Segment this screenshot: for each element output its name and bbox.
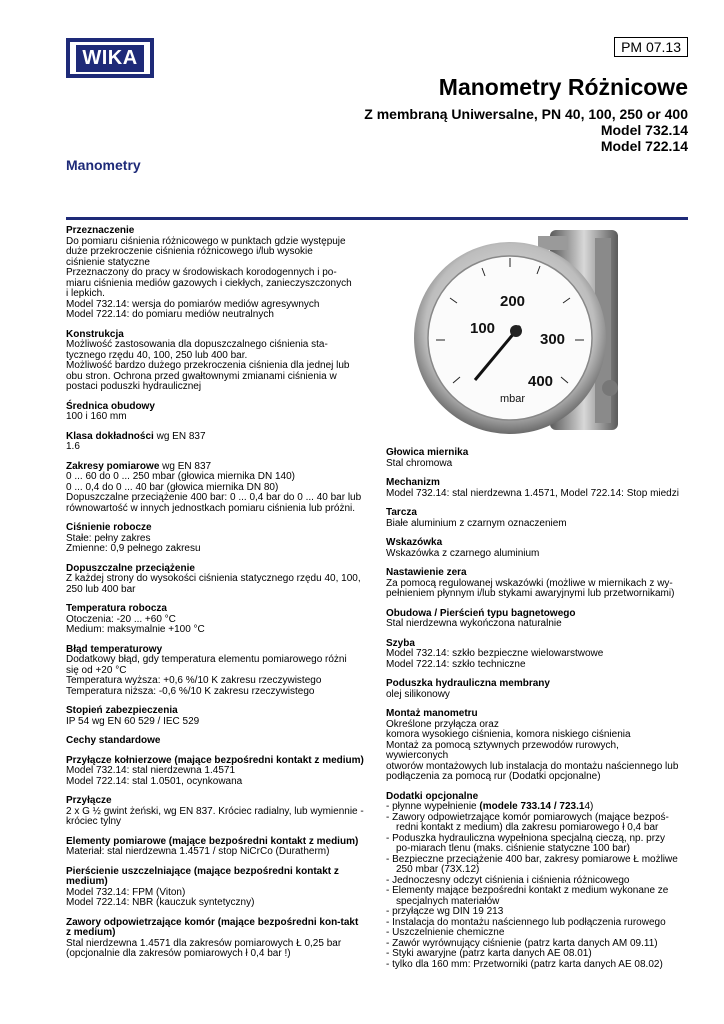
spec-block xyxy=(66,564,364,596)
spec-block xyxy=(386,679,682,700)
spec-heading xyxy=(386,709,682,720)
options-title: Dodatki opcjonalne xyxy=(386,790,479,802)
spec-body: Wskazówka z czarnego aluminium xyxy=(386,547,540,559)
option-item: - Zawory odpowietrzające komór pomiarowych (mające bezpoś-redni kontakt z medium) dla zakresu pomiarowego ł 0,4 bar xyxy=(386,811,669,833)
spec-block xyxy=(66,706,364,727)
spec-heading-text: Montaż manometru xyxy=(386,708,478,719)
logo-text: WIKA xyxy=(76,45,143,72)
spec-heading xyxy=(66,736,364,747)
option-item xyxy=(386,802,682,813)
spec-body: Białe aluminium z czarnym oznaczeniem xyxy=(386,517,567,529)
spec-block xyxy=(386,508,682,529)
option-item: - Instalacja do montażu naściennego lub podłączenia rurowego xyxy=(386,916,666,928)
spec-body: Stałe: pełny zakres Zmienne: 0,9 pełnego zakresu xyxy=(66,532,201,554)
option-model-text: (modele 733.14 / 723.1 xyxy=(479,801,585,812)
spec-block xyxy=(386,709,682,783)
pointer-hub xyxy=(510,325,522,337)
spec-body: 100 i 160 mm xyxy=(66,411,127,422)
spec-heading xyxy=(386,568,682,579)
options-list xyxy=(386,802,682,970)
spec-body: Model 732.14: stal nierdzewna 1.4571, Model 722.14: Stop miedzi xyxy=(386,487,679,499)
spec-body: Stal nierdzewna 1.4571 dla zakresów pomiarowych Ł 0,25 bar (opcjonalnie dla zakresów pomiarowych ł 0,4 bar !) xyxy=(66,937,342,959)
spec-heading-text: Błąd temperaturowy xyxy=(66,643,163,655)
spec-heading xyxy=(66,796,364,807)
spec-heading xyxy=(66,918,364,939)
spec-block xyxy=(66,736,364,747)
spec-block xyxy=(66,330,364,393)
spec-body: 2 x G ½ gwint żeński, wg EN 837. Króciec radialny, lub wymiennie - króciec tylny xyxy=(66,805,364,827)
right-column xyxy=(386,448,682,979)
spec-body: 1.6 xyxy=(66,441,80,452)
spec-heading-text: Szyba xyxy=(386,637,415,649)
spec-block xyxy=(66,604,364,636)
spec-body: Otoczenia: -20 ... +60 °C Medium: maksymalnie +100 °C xyxy=(66,613,205,635)
spec-body: olej silikonowy xyxy=(386,688,450,700)
spec-heading-text: Temperatura robocza xyxy=(66,603,167,614)
spec-block xyxy=(66,523,364,555)
spec-block xyxy=(66,918,364,960)
spec-heading-text: Głowica miernika xyxy=(386,447,469,458)
spec-heading-text: Dopuszczalne przeciążenie xyxy=(66,562,195,574)
right-spec-list xyxy=(386,448,682,783)
spec-block xyxy=(386,448,682,469)
option-text: 4) xyxy=(584,801,594,812)
spec-block xyxy=(66,226,364,321)
spec-heading-text: Poduszka hydrauliczna membrany xyxy=(386,678,550,689)
spec-body: Model 732.14: stal nierdzewna 1.4571 Model 722.14: stal 1.0501, ocynkowana xyxy=(66,765,243,787)
spec-block xyxy=(66,402,364,423)
option-item: - Elementy mające bezpośredni kontakt z medium wykonane ze specjalnych materiałów xyxy=(386,885,669,907)
spec-heading xyxy=(66,867,364,888)
spec-heading xyxy=(66,604,364,615)
spec-body: Model 732.14: FPM (Viton) Model 722.14: NBR (kauczuk syntetyczny) xyxy=(66,886,255,908)
spec-heading-text: Klasa dokładności xyxy=(66,430,154,442)
spec-heading-suffix: wg EN 837 xyxy=(153,430,206,442)
spec-heading xyxy=(66,432,364,443)
spec-body: Stal chromowa xyxy=(386,457,453,469)
spec-heading xyxy=(386,478,682,489)
document-code: PM 07.13 xyxy=(614,37,688,57)
spec-heading xyxy=(386,448,682,459)
spec-block xyxy=(386,538,682,559)
spec-heading-text: Zakresy pomiarowe xyxy=(66,460,160,472)
spec-body: Do pomiaru ciśnienia różnicowego w punktach gdzie występuje duże przekroczenie ciśnienia różnicowego i/lub wysokie ciśnienie statyczne Przeznaczony do pracy w środowiskach korodogennych i po- miaru ciśnienia mediów gazowych i ciekłych, zanieczyszczonych i lepkich. Model 732.14: wersja do pomiarów mediów agresywnych Model 722.14: do pomiaru mediów neutralnych xyxy=(66,235,352,320)
spec-block xyxy=(66,837,364,858)
option-item: - przyłącze wg DIN 19 213 xyxy=(386,906,504,917)
spec-block xyxy=(66,432,364,453)
spec-block xyxy=(66,796,364,828)
spec-heading xyxy=(386,679,682,690)
option-text: - płynne wypełnienie xyxy=(386,801,480,812)
page-title: Manometry Różnicowe xyxy=(438,74,688,100)
spec-block xyxy=(66,645,364,698)
spec-heading xyxy=(66,523,364,534)
spec-body: Z każdej strony do wysokości ciśnienia statycznego rzędu 40, 100, 250 lub 400 bar xyxy=(66,573,361,595)
spec-heading xyxy=(66,226,364,237)
subtitle-line: Model 722.14 xyxy=(600,138,688,154)
option-item: - tylko dla 160 mm: Przetworniki (patrz karta danych AE 08.02) xyxy=(386,958,663,970)
pressure-gauge-image xyxy=(400,228,640,434)
spec-block xyxy=(66,462,364,515)
option-item: - Zawór wyrównujący ciśnienie (patrz karta danych AM 09.11) xyxy=(386,937,658,949)
spec-heading-text: Przeznaczenie xyxy=(66,225,135,236)
spec-heading-text: Zawory odpowietrzające komór (mające bezpośredni kon-takt z medium) xyxy=(66,916,359,938)
dial-unit: mbar xyxy=(500,393,526,405)
spec-heading-text: Mechanizm xyxy=(386,477,440,488)
spec-heading-text: Ciśnienie robocze xyxy=(66,522,152,533)
left-column xyxy=(66,226,364,969)
spec-heading-text: Cechy standardowe xyxy=(66,735,161,746)
spec-body: 0 ... 60 do 0 ... 250 mbar (głowica miernika DN 140) 0 ... 0,4 do 0 ... 40 bar (głowica miernika DN 80) Dopuszczalne przeciążenie 400 bar: 0 ... 0,4 bar do 0 ... 40 bar lub równowartość w innych jednostkach pomiaru ciśnienia lub próżni. xyxy=(66,471,362,514)
spec-block xyxy=(66,867,364,909)
section-title: Manometry xyxy=(66,157,141,173)
options-block xyxy=(386,792,682,971)
spec-heading-suffix: wg EN 837 xyxy=(159,460,212,472)
spec-block xyxy=(66,756,364,788)
spec-heading-text: Średnica obudowy xyxy=(66,400,155,412)
scale-label-400: 400 xyxy=(528,373,554,390)
spec-body: Za pomocą regulowanej wskazówki (możliwe w miernikach z wy- pełnieniem płynnym i/lub stykami awaryjnymi lub przetwornikami) xyxy=(386,577,675,599)
spec-body: Stal nierdzewna wykończona naturalnie xyxy=(386,618,562,629)
option-item: - Bezpieczne przeciążenie 400 bar, zakresy pomiarowe Ł możliwe 250 mbar (73X.12) xyxy=(386,853,678,875)
scale-label-300: 300 xyxy=(540,331,566,348)
spec-heading-text: Tarcza xyxy=(386,507,417,518)
spec-body: Określone przyłącza oraz komora wysokiego ciśnienia, komora niskiego ciśnienia Montaż za pomocą sztywnych przewodów rurowych, wywierconych otworów montażowych lub instalacja do montażu naściennego lub podłączenia za pomocą rur (Dodatki opcjonalne) xyxy=(386,718,679,782)
spec-body: Możliwość zastosowania dla dopuszczalnego ciśnienia sta- tycznego rzędu 40, 100, 250 lub 400 bar. Możliwość bardzo dużego przekroczenia ciśnienia dla jednej lub obu stron. Ochrona przed gwałtownymi zmianami ciśnienia w postaci poduszki hydraulicznej xyxy=(66,339,350,392)
spec-body: IP 54 wg EN 60 529 / IEC 529 xyxy=(66,715,200,727)
spec-heading-text: Nastawienie zera xyxy=(386,567,467,578)
spec-body: Dodatkowy błąd, gdy temperatura elementu pomiarowego różni się od +20 °C Temperatura wyższa: +0,6 %/10 K zakresu rzeczywistego Temperatura niższa: -0,6 %/10 K zakresu rzeczywistego xyxy=(66,654,347,697)
spec-block xyxy=(386,639,682,671)
spec-body: Materiał: stal nierdzewna 1.4571 / stop NiCrCo (Duratherm) xyxy=(66,846,330,857)
spec-block xyxy=(386,478,682,499)
spec-heading-text: Obudowa / Pierścień typu bagnetowego xyxy=(386,607,576,619)
scale-label-200: 200 xyxy=(500,293,526,310)
spec-body: Model 732.14: szkło bezpieczne wielowarstwowe Model 722.14: szkło techniczne xyxy=(386,648,604,670)
spec-heading-text: Elementy pomiarowe (mające bezpośredni kontakt z medium) xyxy=(66,835,359,847)
spec-heading-text: Pierścienie uszczelniające (mające bezpośredni kontakt z medium) xyxy=(66,865,339,887)
spec-heading-text: Przyłącze xyxy=(66,795,112,806)
scale-label-100: 100 xyxy=(470,320,496,337)
option-item: - Uszczelnienie chemiczne xyxy=(386,927,505,938)
page-subtitle xyxy=(364,106,688,154)
spec-heading-text: Stopień zabezpieczenia xyxy=(66,705,178,716)
spec-heading-text: Przyłącze kołnierzowe (mające bezpośredni kontakt z medium) xyxy=(66,754,364,766)
spec-heading xyxy=(386,508,682,519)
spec-heading xyxy=(386,538,682,549)
spec-heading xyxy=(66,706,364,717)
subtitle-line: Z membraną Uniwersalne, PN 40, 100, 250 or 400 xyxy=(364,106,688,122)
spec-heading-text: Konstrukcja xyxy=(66,328,124,340)
spec-heading-text: Wskazówka xyxy=(386,537,443,548)
option-item: - Jednoczesny odczyt ciśnienia i ciśnienia różnicowego xyxy=(386,874,630,886)
option-item: - Poduszka hydrauliczna wypełniona specjalną cieczą, np. przy po-miarach tlenu (maks. ciśnienie statyczne 100 bar) xyxy=(386,832,666,854)
option-item: - Styki awaryjne (patrz karta danych AE 08.01) xyxy=(386,948,592,959)
wika-logo xyxy=(66,38,154,78)
spec-block xyxy=(386,568,682,600)
header-divider xyxy=(66,217,688,220)
subtitle-line: Model 732.14 xyxy=(600,122,688,138)
spec-block xyxy=(386,609,682,630)
